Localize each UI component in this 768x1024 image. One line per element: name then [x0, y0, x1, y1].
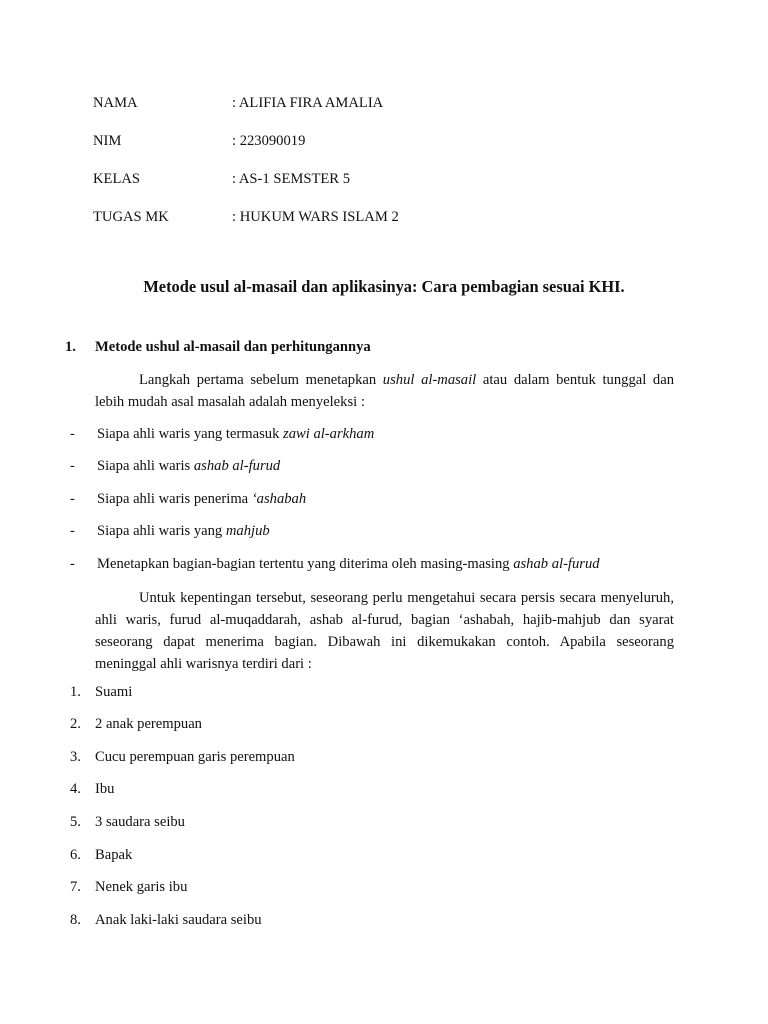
intro-italic-term: ushul al-masail	[382, 372, 477, 388]
list-item-text: Ibu	[95, 781, 115, 797]
explanation-paragraph: Untuk kepentingan tersebut, seseorang perlu mengetahui secara persis secara menyeluruh, ahli waris, furud al-muqaddarah, ashab al-furud, bagian ‘ashabah, hajib-mahjub dan syarat seseorang dapat menerima bagian. Dibawah ini dikemukakan contoh. Apabila seseorang meninggal ahli warisnya terdiri dari :	[95, 590, 674, 672]
list-item-text	[97, 555, 600, 573]
list-item-plain: Siapa ahli waris penerima	[97, 491, 252, 507]
list-number: 5.	[70, 814, 81, 830]
intro-text-end: atau dalam bentuk tunggal dan lebih mudah asal masalah adalah menyeleksi :	[95, 372, 674, 410]
list-item-plain: Siapa ahli waris	[97, 458, 194, 474]
list-item-text: 2 anak perempuan	[95, 716, 202, 732]
list-item-text	[97, 425, 374, 443]
list-item-text: Cucu perempuan garis perempuan	[95, 749, 295, 765]
dash-marker: -	[70, 458, 75, 474]
list-item-text	[97, 490, 306, 508]
list-number: 3.	[70, 749, 81, 765]
list-number: 1.	[70, 684, 81, 700]
list-number: 7.	[70, 879, 81, 895]
list-item-text	[97, 522, 270, 540]
section-title: Metode ushul al-masail dan perhitungannya	[95, 339, 371, 355]
dash-marker: -	[70, 556, 75, 572]
list-number: 8.	[70, 912, 81, 928]
list-item-text: Suami	[95, 684, 133, 700]
intro-paragraph	[95, 369, 674, 413]
document-title: Metode usul al-masail dan aplikasinya: Cara pembagian sesuai KHI.	[143, 277, 625, 296]
class-value: : AS-1 SEMSTER 5	[232, 171, 350, 187]
dash-marker: -	[70, 523, 75, 539]
course-label: TUGAS MK	[93, 209, 169, 225]
name-value: : ALIFIA FIRA AMALIA	[232, 95, 384, 111]
list-item-term: mahjub	[225, 523, 270, 539]
list-item-term: ashab al-furud	[513, 556, 600, 572]
list-item-plain: Siapa ahli waris yang termasuk	[97, 426, 284, 442]
nim-label: NIM	[93, 133, 122, 149]
course-value: : HUKUM WARS ISLAM 2	[232, 209, 399, 225]
name-label: NAMA	[93, 95, 138, 111]
list-number: 4.	[70, 781, 81, 797]
section-number: 1.	[65, 339, 76, 355]
list-item-plain: Menetapkan bagian-bagian tertentu yang diterima oleh masing-masing	[97, 556, 514, 572]
list-number: 2.	[70, 716, 81, 732]
list-item-text: Nenek garis ibu	[95, 879, 188, 895]
dash-marker: -	[70, 491, 75, 507]
class-label: KELAS	[93, 171, 141, 187]
intro-text-start: Langkah pertama sebelum menetapkan	[139, 372, 383, 388]
list-number: 6.	[70, 847, 81, 863]
list-item-text: 3 saudara seibu	[95, 814, 185, 830]
dash-marker: -	[70, 426, 75, 442]
nim-value: : 223090019	[232, 133, 306, 149]
list-item-term: ‘ashabah	[251, 491, 307, 507]
list-item-plain: Siapa ahli waris yang	[97, 523, 226, 539]
list-item-text: Bapak	[95, 847, 133, 863]
list-item-text	[97, 457, 280, 475]
list-item-term: zawi al-arkham	[283, 426, 375, 442]
list-item-text: Anak laki-laki saudara seibu	[95, 912, 262, 928]
list-item-term: ashab al-furud	[193, 458, 281, 474]
